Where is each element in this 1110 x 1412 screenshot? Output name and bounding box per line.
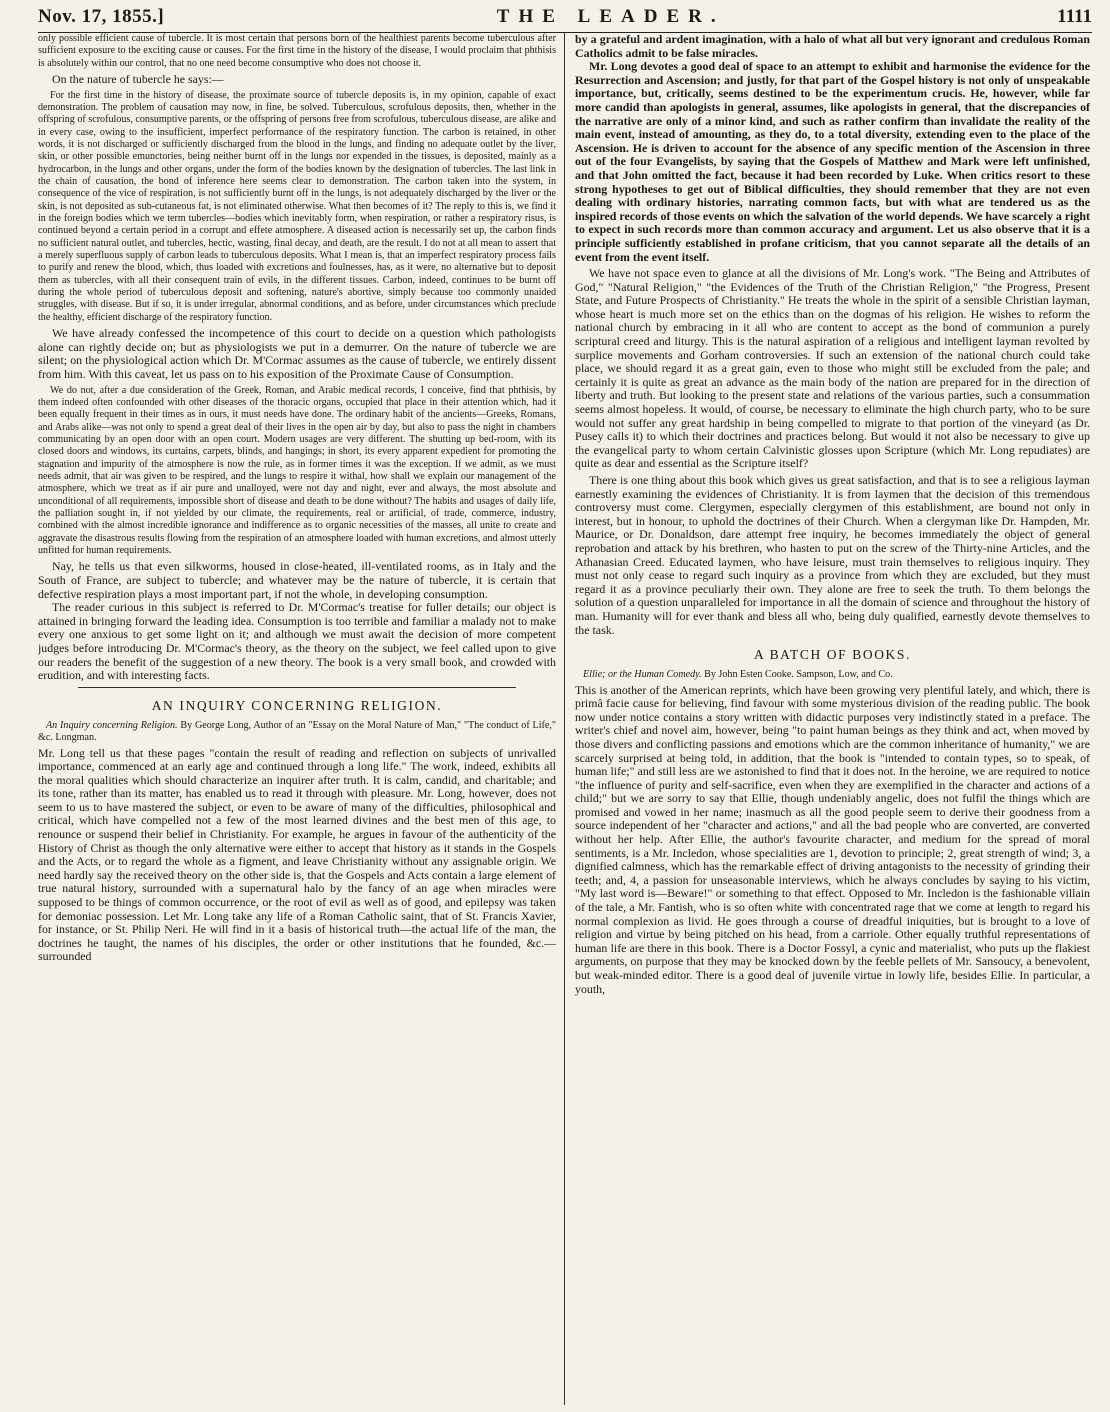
quoted-passage: only possible efficient cause of tubercle. It is most certain that persons born of the healthiest parents become tuberculous after sufficient exposure to the exciting cause or causes. For the first time in the history of the disease, I would proclaim that phthisis is absolutely within our control, that no one need become consumptive who does not choose it. (38, 33, 556, 69)
book-details: By John Esten Cooke. Sampson, Low, and Co. (704, 669, 893, 681)
book-details: By George Long, Author of an "Essay on the Moral Nature of Man," "The conduct of Life," &c. Longman. (38, 719, 556, 744)
paragraph: We have already confessed the incompetence of this court to decide on a question which pathologists alone can rightly decide on; but as physiologists we put in a demurrer. On the nature of tubercle we are silent; on the physiological action which Dr. M'Cormac assumes as the cause of tubercle, we entirely dissent from him. With this caveat, let us pass on to his exposition of the Proximate Cause of Consumption. (38, 326, 556, 381)
book-title: Ellie; or the Human Comedy. (583, 669, 702, 681)
paragraph: The reader curious in this subject is referred to Dr. M'Cormac's treatise for fuller details; our object is attained in bringing forward the leading idea. Consumption is too terrible and familiar a malady not to make every one anxious to get some light on it; and although we must await the decision of more competent judges before introducing Dr. M'Cormac's theory, as the theory on the subject, we feel called upon to give our readers the benefit of the suggestion of a new theory. The book is a very small book, and crowded with erudition, and with interesting facts. (38, 600, 556, 683)
paragraph: Mr. Long devotes a good deal of space to an attempt to exhibit and harmonise the evidence for the Resurrection and Ascension; and justly, for that part of the Gospel history is not only of unspeakable importance, but, critically, seems destined to be the experimentum crucis. He, however, while far more candid than apologists in general, assumes, like apologists in general, that the discrepancies of the narrative are only of a minor kind, and such as rather confirm than invalidate the reality of the main event, instead of amounting, as they do, to a total diversity, extending even to the place of the Ascension. He is driven to account for the absence of any specific mention of the Ascension in three out of the four Evangelists, by saying that the Gospels of Matthew and Mark were left unfinished, and that John omitted the fact, because it had been recorded by Luke. When critics resort to these strong hypotheses to get out of Biblical difficulties, they should remember that they are not even dealing with ordinary histories, narrating common facts, but with what are tendered us as the inspired records of those events on which the salvation of the world depends. We have scarcely a right to expect in such records more than common accuracy and argument. Let us also observe that it is a principle sufficiently established in profane criticism, that you cannot separate all the details of an event from the event itself. (575, 59, 1090, 264)
page-header (38, 6, 1092, 33)
section-rule (78, 687, 516, 688)
paragraph: by a grateful and ardent imagination, with a halo of what all but very ignorant and credulous Roman Catholics admit to be false miracles. (575, 33, 1090, 60)
paragraph: This is another of the American reprints, which have been growing very plentiful lately, and which, there is primâ facie cause for believing, find favour with some mysterious division of the reading public. The book now under notice contains a story written with didactic purposes very indistinctly stated in a preface. The writer's chief and novel aim, however, being "to paint human beings as they think and act, when moved by those divers and conflicting passions and emotions which are the common inheritance of humanity," we are scarcely surprised at being told, in addition, that the book is "intended to contain types, so to speak, of human life;" and still less are we astonished to find that it does not. In the heroine, we are required to notice "the influence of purity and self-sacrifice, even when they are exemplified in the character and actions of a child;" but we are sorry to say that Ellie, though undeniably angelic, does not fulfil the things which are promised and vowed in her name; inasmuch as all the good people seem to derive their goodness from a source independent of her "character and actions," and all the bad people who are converted, are converted without her help. After Ellie, the author's favourite character, and medium for the spread of moral sentiments, is a Mr. Incledon, whose specialities are 1, devotion to principle; 2, great strength of wind; 3, a dignified calmness, which has the remarkable effect of driving antagonists to the necessity of grinding their teeth; and, 4, a passion for unseasonable interviews, which he always concludes by saying to his victim, "My last word is—Beware!" or something to that effect. Opposed to Mr. Incledon is the fashionable villain of the tale, a Mr. Fantish, who is so often white with concentrated rage that we come at length to regard his normal complexion as livid. He goes through a course of dreadful iniquities, but is brought to a love of religion and virtue by being pitched on his head, from a carriole. Other equally truthful representations of human life are there in this book. There is a Doctor Fossyl, a cynic and materialist, who puts up the flakiest arguments, on purpose that they may be knocked down by the feeble pellets of Mr. Sansoucy, a benevolent, but weak-minded editor. There is a good deal of juvenile virtue in lowly life, besides Ellie. In particular, a youth, (575, 682, 1090, 996)
quoted-passage: We do not, after a due consideration of the Greek, Roman, and Arabic medical records, I conceive, find that phthisis, by them indeed often confounded with other diseases of the thoracic organs, occupied that place in their attention which, had it been equally frequent in their times as in ours, it must needs have done. The ordinary habit of the ancients—Greeks, Romans, and Arabs alike—was not only to spend a great deal of their lives in the open air by day, but also to pass the night in chambers communicating by an open door with an open court. Modern usages are very different. The shutting up bed-room, with its closed doors and windows, its curtains, carpets, blinds, and hangings; in short, its every apparent expedient for promoting the stagnation and impurity of the atmosphere is now the rule, as in former times it was the exception. If we admit, as we must needs admit, that air was given to be respired, and the lungs to respire it withal, how shall we explain our management of the atmosphere, which we treat as if air pure and unalloyed, were not day and night, ever and always, the most absolute and unconditional of all requirements, impossible short of disease and death to be done without? The habits and usages of daily life, the palliation sought in, if not yielded by our climate, the requirements, real or artificial, of trade, commerce, industry, combined with the almost incredible ignorance and indifference as to organic necessities of the masses, all unite to create and aggravate the disastrous results flowing from the respiration of an atmosphere loaded with human excretions, and almost utterly unfitted for human requirements. (38, 384, 556, 556)
book-citation (575, 669, 1090, 681)
review-heading: A BATCH OF BOOKS. (754, 647, 911, 663)
paragraph: On the nature of tubercle he says:— (52, 72, 224, 87)
book-title: An Inquiry concerning Religion. (46, 719, 178, 731)
columns (38, 33, 1092, 1405)
book-citation (38, 720, 556, 745)
paragraph: Mr. Long tell us that these pages "contain the result of reading and reflection on subjects of unrivalled importance, commenced at an early age and continued through a long life." The work, indeed, exhibits all the moral qualities which should characterize an inquirer after truth. It is calm, candid, and charitable; and its tone, rather than its matter, has enabled us to read it through with pleasure. Mr. Long, however, does not seem to us to have mastered the subject, or even to be aware of many of the difficulties, philosophical and critical, which have compelled not a few of the most learned divines and the best men of this age, to renounce or suspend their belief in Christianity. For example, he argues in favour of the authenticity of the History of Christ as though the only alternative were either to accept that history as it stands in the Gospels and the Acts, or to regard the whole as a figment, and leave Christianity without any assignable origin. We need hardly say the received theory on the other side is, that the Gospels and Acts contain a large element of true natural history, surrounded with a supernatural halo by the fancy of an age when miracles were supposed to be things of common occurrence, or the root of evil as well as of good, and epilepsy was taken for demoniac possession. Let Mr. Long take any life of a Roman Catholic saint, that of St. Francis Xavier, for instance, or St. Philip Neri. He will find in it a basis of historical truth—the actual life of the man, the doctrines he taught, the names of his disciples, the order or other institutions that he founded, &c.—surrounded (38, 745, 556, 964)
review-heading: AN INQUIRY CONCERNING RELIGION. (151, 697, 443, 713)
page-number: 1111 (1057, 6, 1092, 27)
issue-date: Nov. 17, 1855.] (38, 6, 165, 27)
paragraph: There is one thing about this book which gives us great satisfaction, and that is to see a religious layman earnestly examining the evidences of Christianity. It is from laymen that the decision of this tremendous controversy must come. Clergymen, especially clergymen of this establishment, are bound not only in interest, but in honour, to uphold the doctrines of their Church. When a clergyman like Dr. Hampden, Mr. Maurice, or Dr. Donaldson, dare attempt free inquiry, he becomes immediately the object of general reprobation and attack by his brethren, who hasten to put on the screw of the Thirty-nine Articles, and the Athanasian Creed. Educated laymen, who have leisure, must train themselves to religious inquiry. They must not only cease to regard such inquiry as a province from which they are excluded, but they must regard it as a province peculiarly their own. They alone are free to seek the truth. To them belongs the solution of a question unparalleled for importance in all the domain of science and throughout the history of man. Humanity will for ever thank and bless all who, being duly qualified, earnestly devote themselves to the task. (575, 473, 1090, 637)
masthead-title: THE LEADER. (496, 6, 725, 27)
paragraph: Nay, he tells us that even silkworms, housed in close-heated, ill-ventilated rooms, as in Italy and the South of France, are subject to tubercle; and whatever may be the nature of tubercle, it is certain that defective respiration plays a most important part, if not the whole, in developing consumption. (38, 559, 556, 601)
paragraph: We have not space even to glance at all the divisions of Mr. Long's work. "The Being and Attributes of God," "Natural Religion," "the Evidences of the Truth of the Christian Religion," "the Progress, Present State, and Future Prospects of Christianity." He treats the whole in the spirit of a sensible Christian layman, whose heart is much more set on the ethics than on the dogmas of his religion. He wishes to reform the national church by embracing in it all who are content to accept as the bond of communion a purely scriptural creed and liturgy. This is the natural aspiration of a religious and intelligent layman revolted by surplice movements and Gorham controversies. If such an extension of the national church could take place, we should regard it as a great gain, even to those who might still be excluded from the pale; and certainly it is quite as great an advance as the main body of the nation are prepared for in the direction of liberty and truth. But looking to the present state and relations of the various parties, such a consummation seems almost hopeless. It would, of course, be necessary to eliminate the high church party, who to be sure would not suffer any great hardship in being compelled to migrate to that portion of the vineyard (as Dr. Pusey calls it) to which their doctrines and practices belong. But would it not also be necessary to give up the evangelical party to whom certain Calvinistic glosses upon Scripture (which Mr. Long repudiates) are quite as dear and essential as the Scripture itself? (575, 266, 1090, 471)
left-column (38, 33, 564, 1405)
quoted-passage: For the first time in the history of disease, the proximate source of tubercle deposits is, in my opinion, capable of exact demonstration. The problem of causation may now, in fine, be solved. Tuberculous, scrofulous deposits, then, whether in the offspring of scrofulous, consumptive parents, or the offspring of persons free from scrofulous, tuberculous disease, are alike and in every case, owing to the insufficient, imperfect performance of the respiratory function. The carbon is retained, in other words, it is not discharged or sufficiently discharged from the blood in the lungs, and finding no adequate outlet by the liver, skin, or other possible emunctories, being neither burnt off in the lungs nor expended in the tissues, is deposited, mainly as a hydrocarbon, in the lungs and other organs, under the form of the bodies known by the designation of tubercles. The last link in the chain of causation, the bond of inference here seems clear to demonstration. The carbon taken into the system, in consequence of the vice of respiration, is not sufficiently burnt off in the lungs, is not adequately discharged by the liver or the skin, is not deposited as sub-cutaneous fat, is not eliminated otherwise. What then becomes of it? The reply to this is, we find it in the foreign bodies which we term tubercles—bodies which inevitably form, when respiration, or rather a respiratory risus, is continued beyond a certain period in a corrupt and effete atmosphere. A diseased action is necessarily set up, the carbon finds no sufficient natural outlet, and tubercles, hectic, wasting, final decay, and death, are the result. I do not at all mean to assert that a merely superfluous supply of carbon leads to tuberculous deposits. What I mean is, that an imperfect respiratory process fails to purify and renew the blood, which, thus loaded with excretions and foulnesses, has, as it were, no alternative but to deposit them as tubercles, with all their consequent train of evils, in the different tissues. Carbon, indeed, continues to be burnt off during the whole period of tuberculous deposit and softening, nature's abortive, simply because too commonly unaided struggles, with disease. But if so, it is under irregular, abnormal conditions, and as before, under circumstances which preclude the healthy, efficient discharge of the respiratory function. (38, 89, 556, 323)
right-column (564, 33, 1090, 1405)
